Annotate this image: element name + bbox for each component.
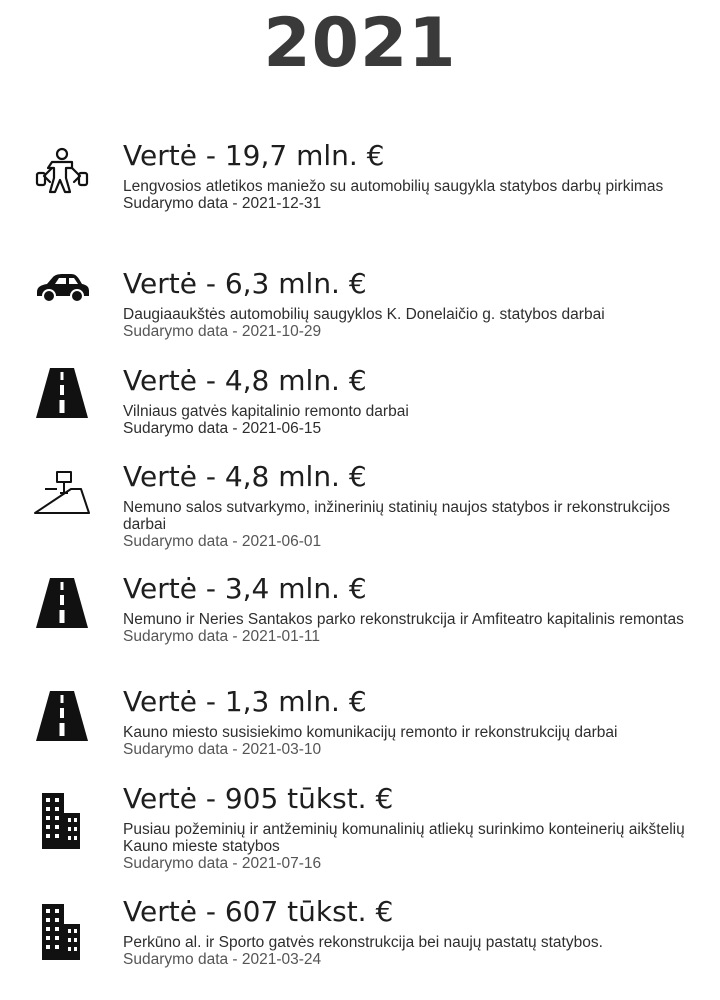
contract-date: Sudarymo data - 2021-12-31 [123,195,322,212]
road-icon [30,361,94,425]
contract-description: Perkūno al. ir Sporto gatvės rekonstrukcija bei naujų pastatų statybos. [123,934,603,951]
contract-description: Daugiaaukštės automobilių saugyklos K. Donelaičio g. statybos darbai [123,306,605,323]
contract-text [123,571,703,645]
contract-text [123,684,703,758]
contract-date: Sudarymo data - 2021-01-11 [123,628,321,645]
contract-date: Sudarymo data - 2021-06-01 [123,533,322,550]
contract-description: Pusiau požeminių ir antžeminių komunalinių atliekų surinkimo konteinerių aikštelių Kauno mieste statybos [123,821,685,855]
contract-value: Vertė - 4,8 mln. € [123,364,367,397]
contract-text [123,781,703,872]
contract-value: Vertė - 607 tūkst. € [123,895,394,928]
road-icon [30,684,94,748]
contract-description: Lengvosios atletikos maniežo su automobilių saugykla statybos darbų pirkimas [123,178,664,195]
contract-value: Vertė - 6,3 mln. € [123,267,367,300]
contract-value: Vertė - 1,3 mln. € [123,685,367,718]
contract-text [123,894,703,968]
road-icon [30,571,94,635]
contract-date: Sudarymo data - 2021-10-29 [123,323,322,340]
contract-description: Nemuno salos sutvarkymo, inžinerinių statinių naujos statybos ir rekonstrukcijos darbai [123,499,671,533]
year-heading: 2021 [263,4,457,83]
contract-description: Vilniaus gatvės kapitalinio remonto darbai [123,403,409,420]
car-icon [30,256,94,320]
contract-text [123,266,703,340]
land-plot-sign-icon [30,461,94,525]
building-icon [30,898,94,962]
contract-date: Sudarymo data - 2021-03-10 [123,741,322,758]
contract-value: Vertė - 3,4 mln. € [123,572,367,605]
contract-date: Sudarymo data - 2021-06-15 [123,420,322,437]
contract-value: Vertė - 905 tūkst. € [123,782,394,815]
contract-text [123,363,703,437]
contract-description: Kauno miesto susisiekimo komunikacijų remonto ir rekonstrukcijų darbai [123,724,618,741]
contract-value: Vertė - 4,8 mln. € [123,460,367,493]
contract-date: Sudarymo data - 2021-03-24 [123,951,322,968]
contract-text [123,459,703,550]
athlete-icon [30,142,94,206]
contract-description: Nemuno ir Neries Santakos parko rekonstrukcija ir Amfiteatro kapitalinis remontas [123,611,684,628]
contract-date: Sudarymo data - 2021-07-16 [123,855,322,872]
building-icon [30,787,94,851]
contract-text [123,138,703,212]
contract-value: Vertė - 19,7 mln. € [123,139,385,172]
